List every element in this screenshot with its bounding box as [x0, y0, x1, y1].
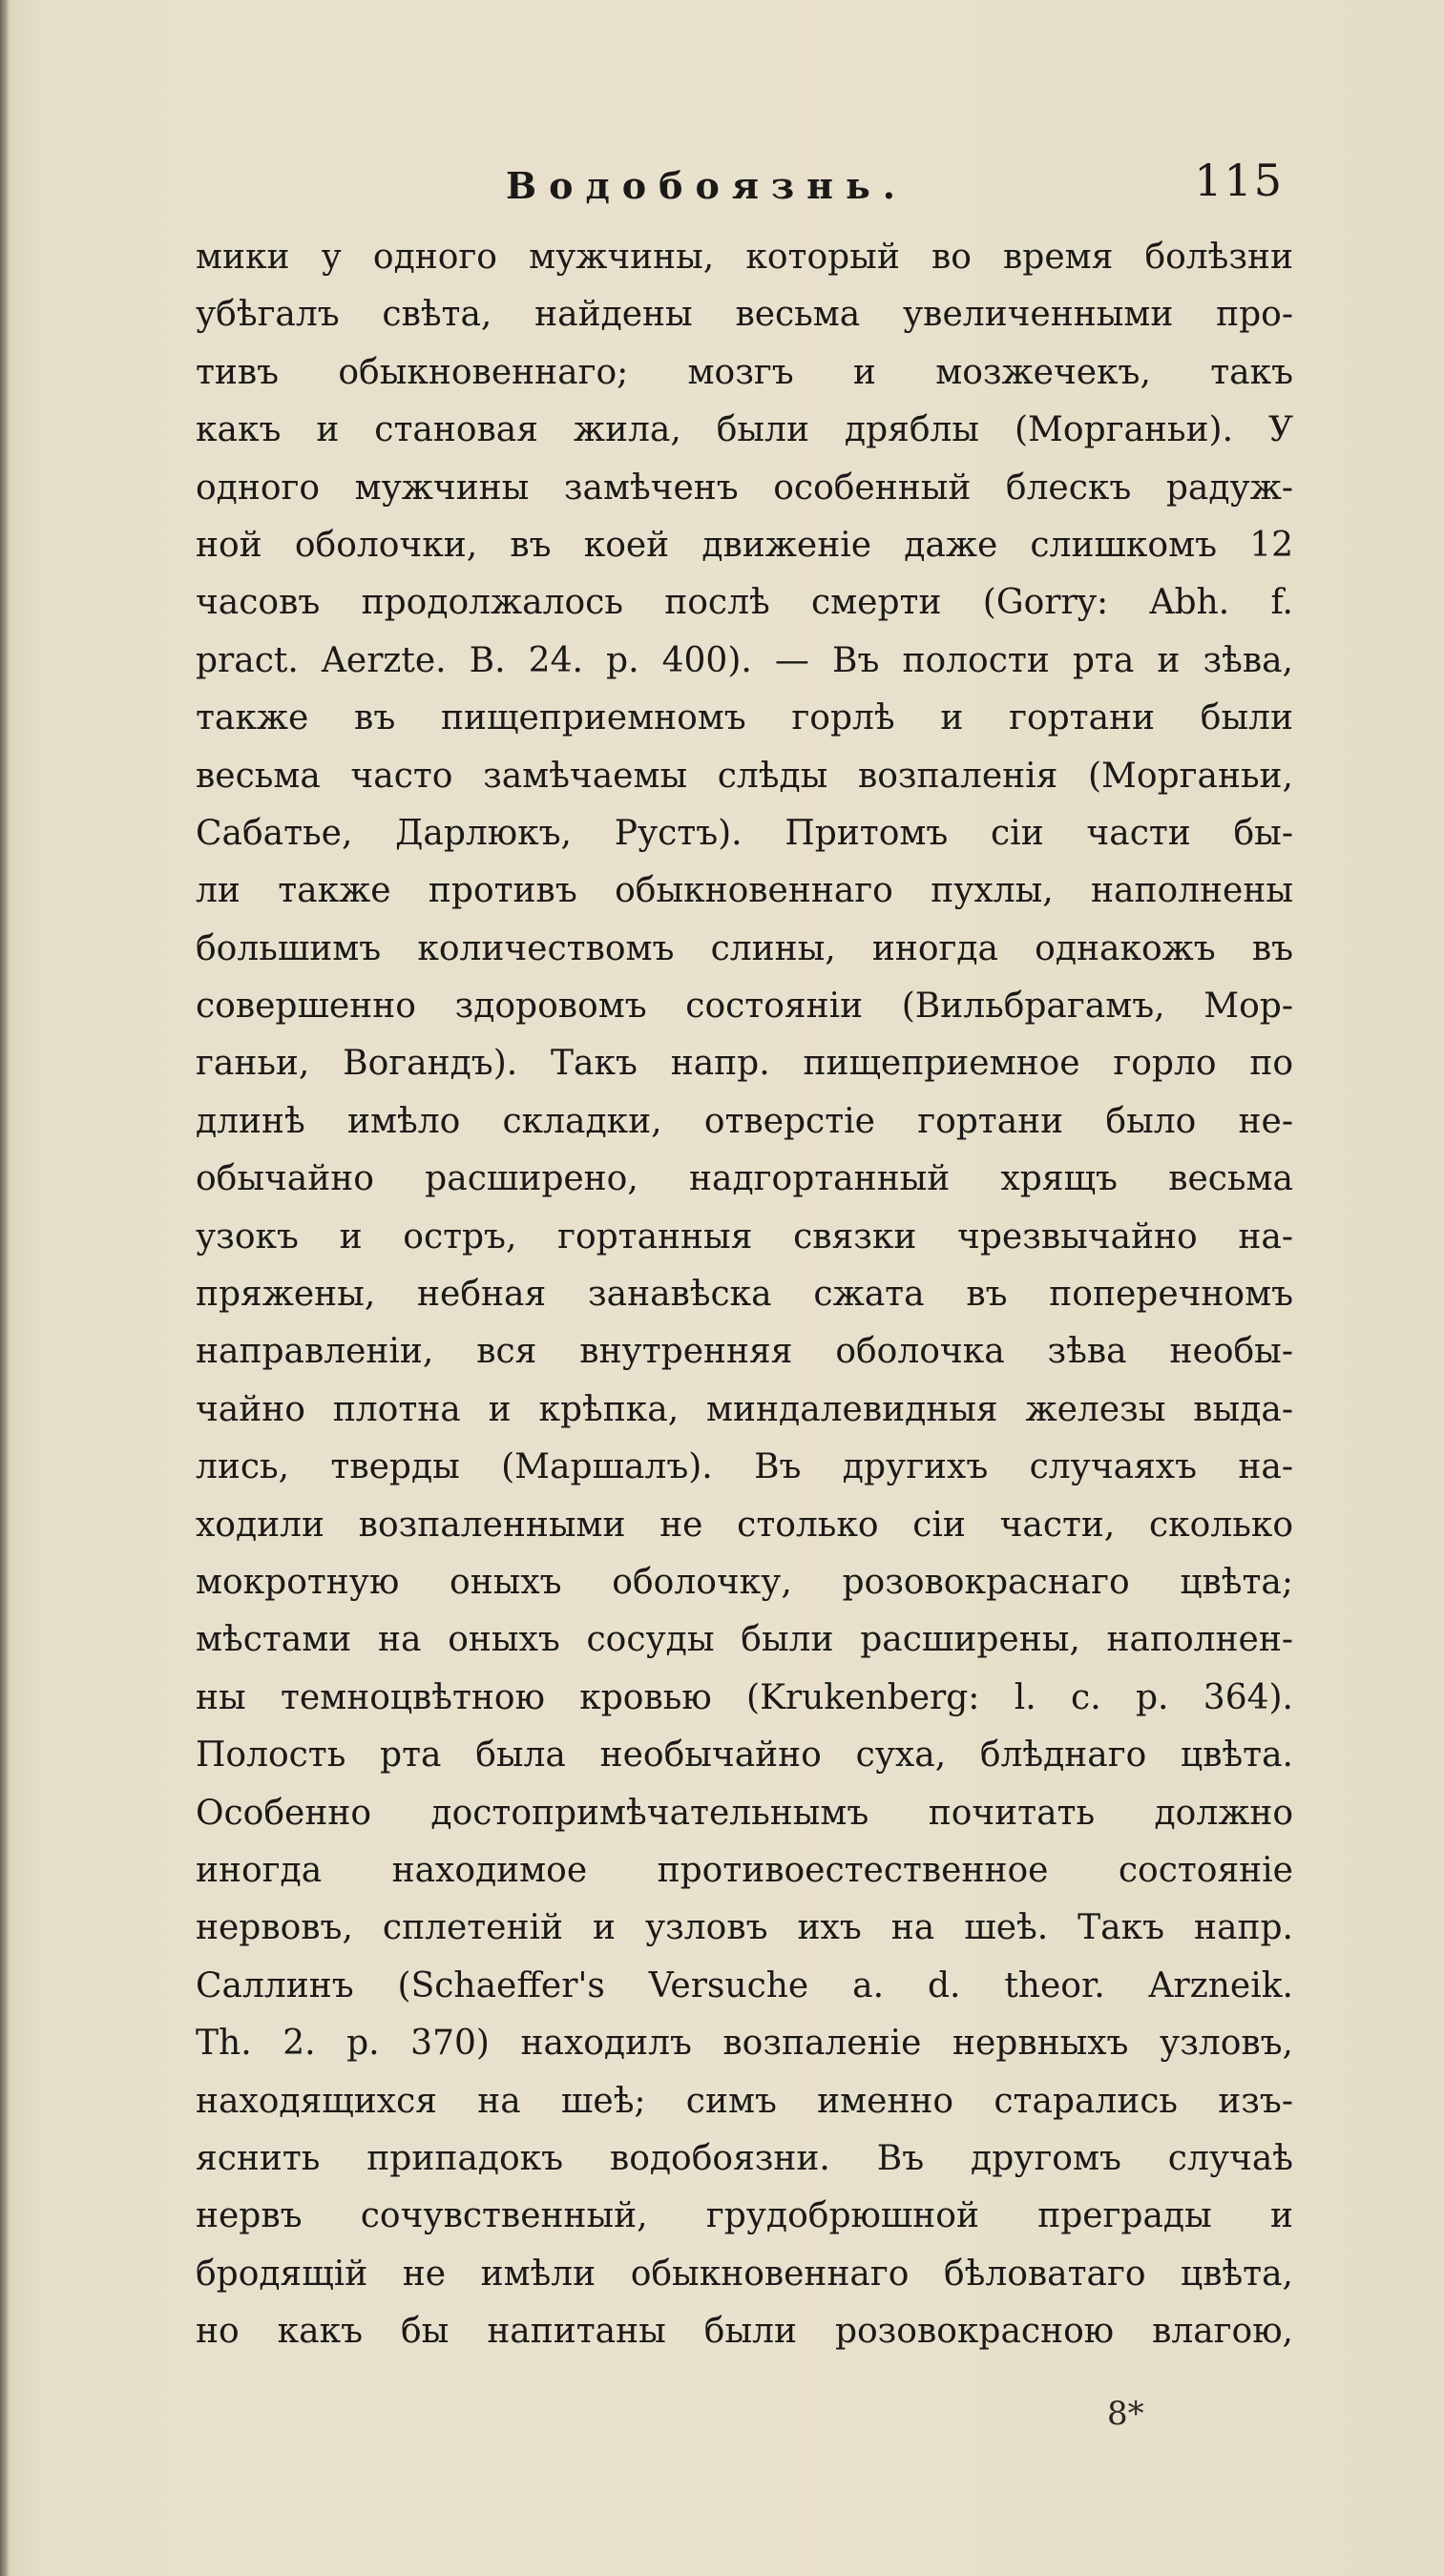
text-line: Саллинъ (Schaeffer's Versuche a. d. theor. Arzneik.	[196, 1965, 1293, 2005]
text-line: чайно плотна и крѣпка, миндалевидныя железы выда-	[196, 1389, 1293, 1429]
text-line: ной оболочки, въ коей движеніе даже слишкомъ 12	[196, 525, 1293, 565]
text-line: узокъ и остръ, гортанныя связки чрезвычайно на-	[196, 1216, 1293, 1257]
text-line: обычайно расширено, надгортанный хрящъ весьма	[196, 1159, 1293, 1199]
text-line: мокротную оныхъ оболочку, розовокраснаго цвѣта;	[196, 1562, 1293, 1602]
text-line: pract. Aerzte. B. 24. p. 400). — Въ полости рта и зѣва,	[196, 640, 1293, 680]
text-line: бродящій не имѣли обыкновеннаго бѣловатаго цвѣта,	[196, 2254, 1293, 2294]
text-line: ганьи, Вогандъ). Такъ напр. пищеприемное горло по	[196, 1044, 1293, 1084]
text-line: но какъ бы напитаны были розовокрасною влагою,	[196, 2312, 1293, 2352]
running-title: Водобоязнь.	[506, 164, 908, 207]
text-line: одного мужчины замѣченъ особенный блескъ радуж-	[196, 467, 1293, 508]
text-line: Полость рта была необычайно суха, блѣднаго цвѣта.	[196, 1735, 1293, 1776]
body-text	[196, 229, 1293, 2360]
text-line: пряжены, небная занавѣска сжата въ поперечномъ	[196, 1275, 1293, 1315]
text-line: находящихся на шеѣ; симъ именно старались изъ-	[196, 2081, 1293, 2121]
text-line: лись, тверды (Маршалъ). Въ другихъ случаяхъ на-	[196, 1447, 1293, 1487]
text-line: мики у одного мужчины, который во время болѣзни	[196, 238, 1293, 277]
text-line: ны темноцвѣтною кровью (Krukenberg: l. c. p. 364).	[196, 1677, 1293, 1717]
text-line: часовъ продолжалось послѣ смерти (Gorry: Abh. f.	[196, 583, 1293, 623]
text-line: нервъ сочувственный, грудобрюшной преграды и	[196, 2196, 1293, 2236]
text-line: Особенно достопримѣчательнымъ почитать должно	[196, 1793, 1293, 1833]
text-line: ходили возпаленными не столько сіи части, сколько	[196, 1505, 1293, 1545]
text-line: тивъ обыкновеннаго; мозгъ и мозжечекъ, такъ	[196, 352, 1293, 392]
page-number: 115	[1194, 155, 1284, 206]
text-line: яснить припадокъ водобоязни. Въ другомъ случаѣ	[196, 2138, 1293, 2178]
text-line: совершенно здоровомъ состояніи (Вильбрагамъ, Мор-	[196, 987, 1293, 1027]
text-line: весьма часто замѣчаемы слѣды возпаленія (Морганьи,	[196, 756, 1293, 796]
page-header	[196, 153, 1293, 219]
text-line: убѣгалъ свѣта, найдены весьма увеличенными про-	[196, 295, 1293, 335]
text-line: Сабатье, Дарлюкъ, Рустъ). Притомъ сіи части бы-	[196, 813, 1293, 853]
signature-mark: 8*	[1107, 2395, 1144, 2433]
text-line: направленіи, вся внутренняя оболочка зѣва необы-	[196, 1332, 1293, 1372]
text-line: Th. 2. p. 370) находилъ возпаленіе нервныхъ узловъ,	[196, 2024, 1293, 2064]
text-line: длинѣ имѣло складки, отверстіе гортани было не-	[196, 1101, 1293, 1141]
text-line: ли также противъ обыкновеннаго пухлы, наполнены	[196, 871, 1293, 911]
text-line: также въ пищеприемномъ горлѣ и гортани были	[196, 698, 1293, 738]
text-line: нервовъ, сплетеній и узловъ ихъ на шеѣ. Такъ напр.	[196, 1908, 1293, 1948]
text-line: какъ и становая жила, были дряблы (Морганьи). У	[196, 410, 1293, 450]
text-line: большимъ количествомъ слины, иногда однакожъ въ	[196, 928, 1293, 968]
text-line: иногда находимое противоестественное состояніе	[196, 1850, 1293, 1890]
text-line: мѣстами на оныхъ сосуды были расширены, наполнен-	[196, 1620, 1293, 1660]
page-spine-shadow	[0, 0, 10, 2576]
